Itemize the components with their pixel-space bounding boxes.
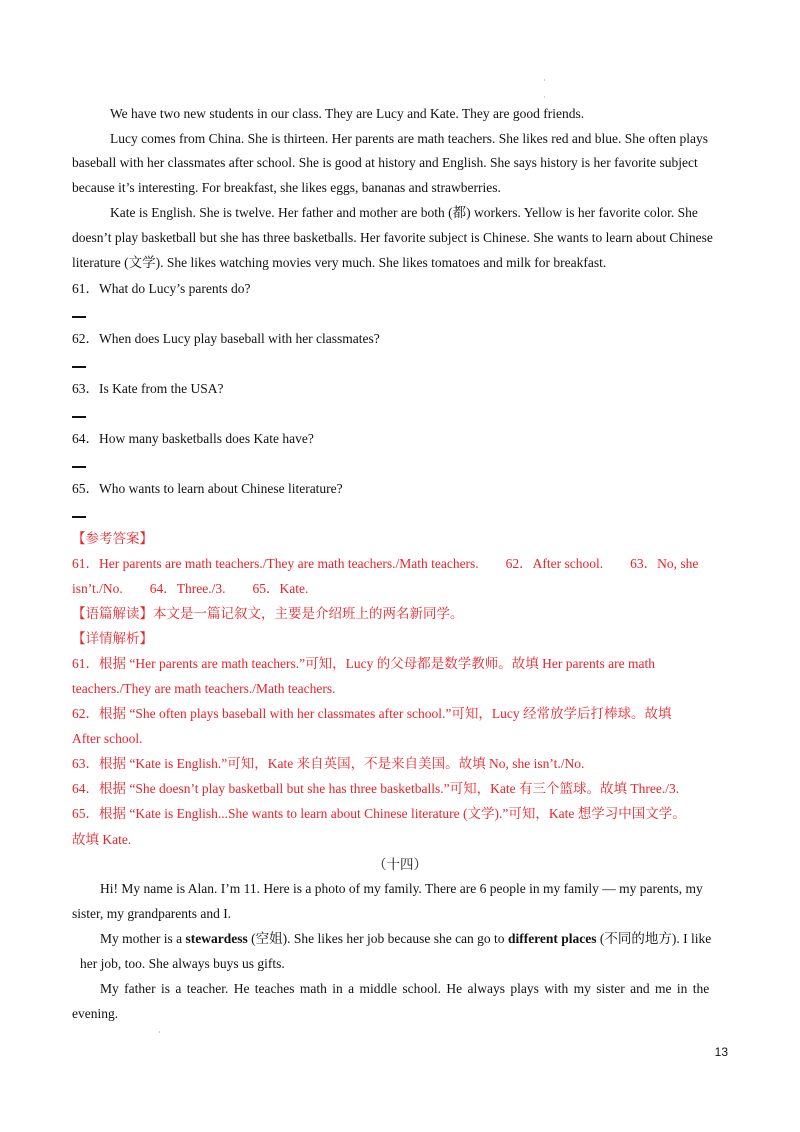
answer-blank bbox=[72, 516, 86, 518]
detail-line: 故填 Kate. bbox=[72, 832, 132, 847]
detail-line: 64．根据 “She doesn’t play basketball but she has three basketballs.”可知，Kate 有三个篮球。故填 Three./3. bbox=[72, 781, 680, 796]
summary-line: 【语篇解读】本文是一篇记叙文，主要是介绍班上的两名新同学。 bbox=[72, 606, 464, 621]
passage-line: sister, my grandparents and I. bbox=[72, 906, 232, 921]
detail-line: teachers./They are math teachers./Math teachers. bbox=[72, 681, 336, 696]
bold-term: stewardess bbox=[185, 931, 248, 946]
question-63: 63．Is Kate from the USA? bbox=[72, 381, 224, 396]
detail-header: 【详情解析】 bbox=[72, 631, 153, 646]
answer-blank bbox=[72, 416, 86, 418]
detail-line: 62．根据 “She often plays baseball with her classmates after school.”可知，Lucy 经常放学后打棒球。故填 bbox=[72, 706, 672, 721]
bold-term: different places bbox=[507, 931, 597, 946]
text-run: (空姐). She likes her job because she can go to bbox=[247, 931, 508, 946]
text-run: (不同的地方). I like bbox=[596, 931, 712, 946]
question-61: 61．What do Lucy’s parents do? bbox=[72, 281, 251, 296]
answer-line: isn’t./No. 64．Three./3. 65．Kate. bbox=[72, 581, 309, 596]
scan-dot: · bbox=[543, 76, 546, 85]
passage-line: My father is a teacher. He teaches math in a middle school. He always plays with my sister and me in the bbox=[100, 981, 710, 996]
passage-line: literature (文学). She likes watching movies very much. She likes tomatoes and milk for breakfast. bbox=[72, 255, 607, 270]
detail-line: 65．根据 “Kate is English...She wants to learn about Chinese literature (文学).”可知，Kate 想学习中国文学。 bbox=[72, 806, 686, 821]
question-62: 62．When does Lucy play baseball with her classmates? bbox=[72, 331, 380, 346]
scan-dot: · bbox=[158, 1028, 161, 1037]
scan-dot: · bbox=[543, 93, 546, 102]
passage-line: doesn’t play basketball but she has three basketballs. Her favorite subject is Chinese. She wants to learn about Chinese bbox=[72, 230, 713, 245]
passage-line: Kate is English. She is twelve. Her father and mother are both (都) workers. Yellow is her favorite color. She bbox=[110, 205, 698, 220]
answer-header: 【参考答案】 bbox=[72, 531, 153, 546]
answer-line: 61．Her parents are math teachers./They are math teachers./Math teachers. 62．After school. 63．No, she bbox=[72, 556, 699, 571]
passage-line: Lucy comes from China. She is thirteen. Her parents are math teachers. She likes red and blue. She often plays bbox=[110, 131, 708, 146]
passage-line bbox=[100, 926, 728, 951]
question-64: 64．How many basketballs does Kate have? bbox=[72, 431, 314, 446]
detail-line: 61．根据 “Her parents are math teachers.”可知，Lucy 的父母都是数学教师。故填 Her parents are math bbox=[72, 656, 655, 671]
text-run: My mother is a bbox=[100, 931, 186, 946]
question-65: 65．Who wants to learn about Chinese literature? bbox=[72, 481, 343, 496]
detail-line: 63．根据 “Kate is English.”可知，Kate 来自英国，不是来自美国。故填 No, she isn’t./No. bbox=[72, 756, 585, 771]
passage-line: Hi! My name is Alan. I’m 11. Here is a photo of my family. There are 6 people in my family — my parents, my bbox=[100, 881, 703, 896]
passage-line: baseball with her classmates after school. She is good at history and English. She says history is her favorite subject bbox=[72, 155, 698, 170]
passage-line: her job, too. She always buys us gifts. bbox=[80, 956, 285, 971]
answer-blank bbox=[72, 466, 86, 468]
detail-line: After school. bbox=[72, 731, 143, 746]
page-number: 13 bbox=[714, 1045, 728, 1059]
passage-line: because it’s interesting. For breakfast, she likes eggs, bananas and strawberries. bbox=[72, 180, 501, 195]
answer-blank bbox=[72, 316, 86, 318]
passage-line: We have two new students in our class. They are Lucy and Kate. They are good friends. bbox=[110, 106, 585, 121]
passage-line: evening. bbox=[72, 1006, 119, 1021]
answer-blank bbox=[72, 366, 86, 368]
section-title: （十四） bbox=[373, 857, 427, 872]
